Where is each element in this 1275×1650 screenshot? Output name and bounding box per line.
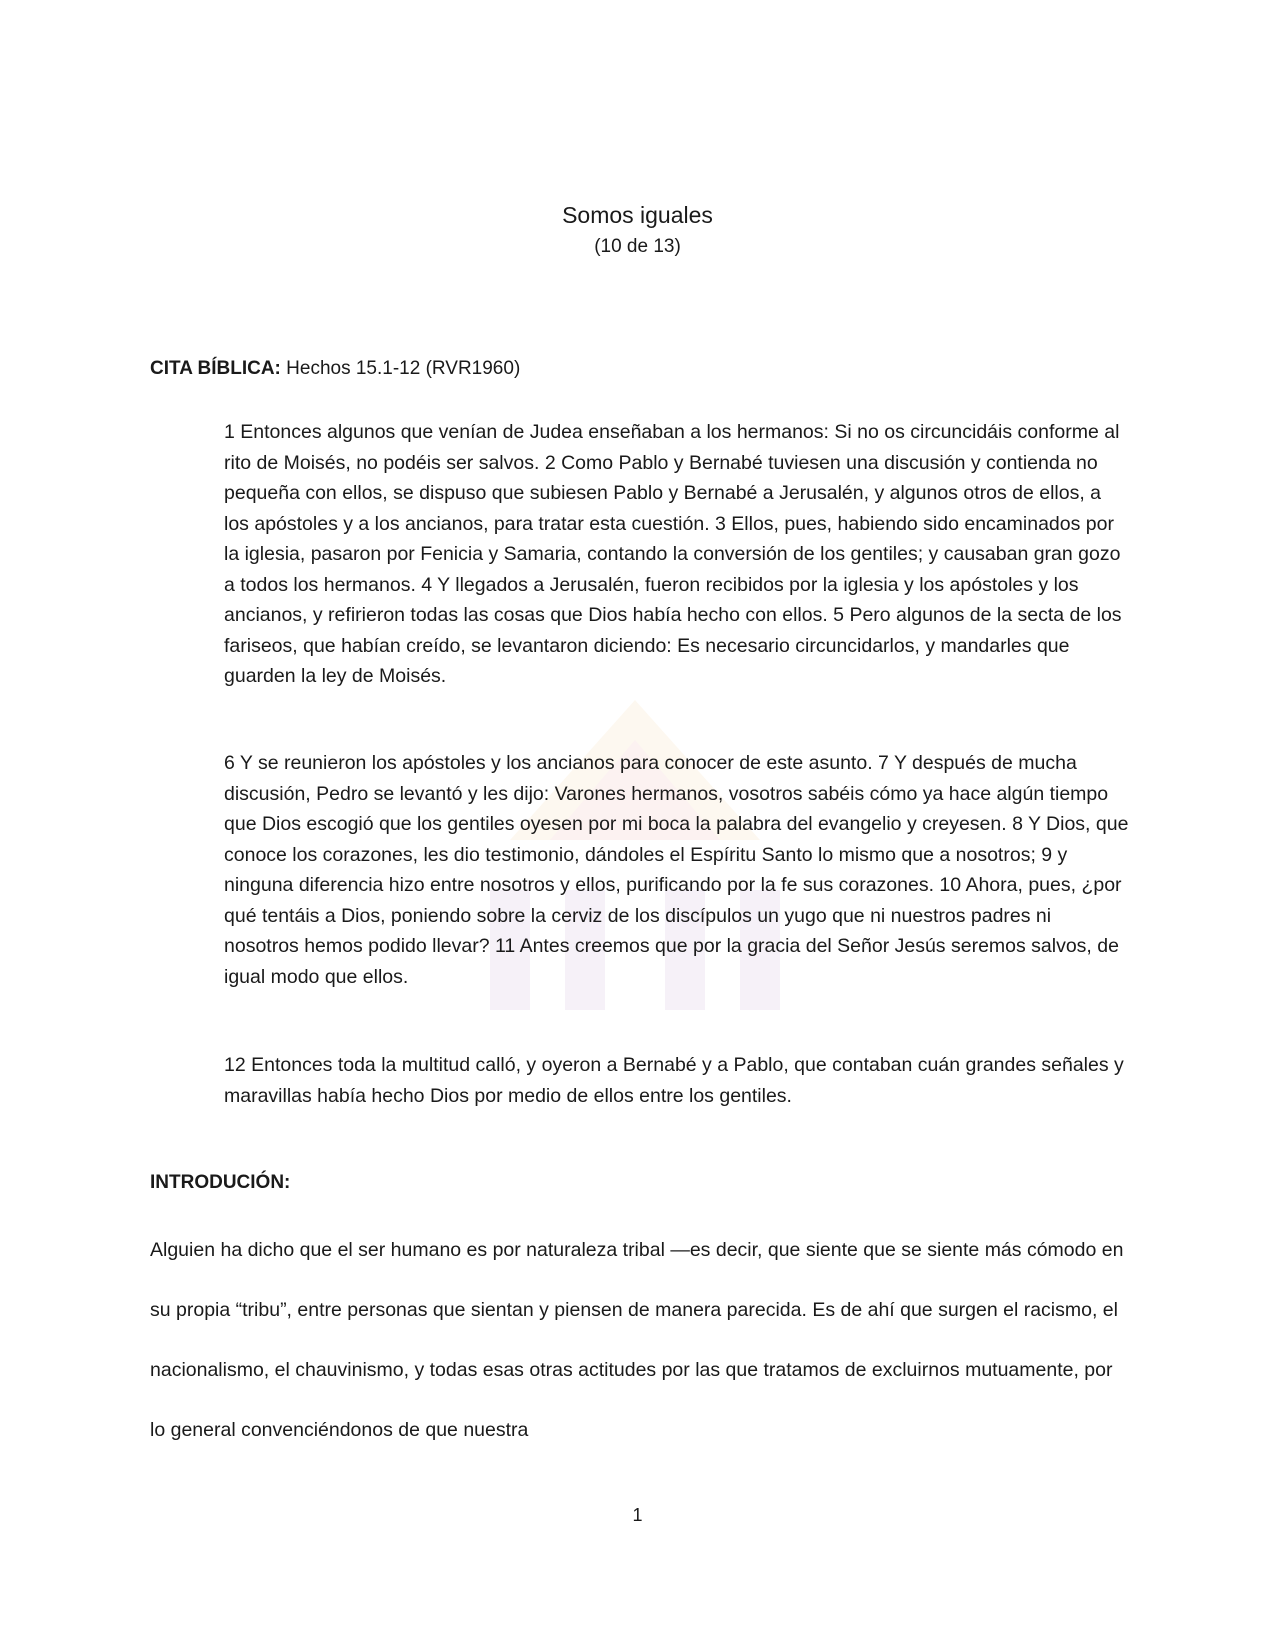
scripture-paragraph: 12 Entonces toda la multitud calló, y oyeron a Bernabé y a Pablo, que contaban cuán grandes señales y maravillas había hecho Dios por medio de ellos entre los gentiles. <box>224 1054 1124 1107</box>
introduction-heading: INTRODUCIÓN: <box>150 1172 291 1193</box>
scripture-paragraph: 6 Y se reunieron los apóstoles y los ancianos para conocer de este asunto. 7 Y después de mucha discusión, Pedro se levantó y les dijo: Varones hermanos, vosotros sabéis cómo ya hace algún tiempo que Dios escogió que los gentiles oyesen por mi boca la palabra del evangelio y creyesen. 8 Y Dios, que conoce los corazones, les dio testimonio, dándoles el Espíritu Santo lo mismo que a nosotros; 9 y ninguna diferencia hizo entre nosotros y ellos, purificando por la fe sus corazones. 10 Ahora, pues, ¿por qué tentáis a Dios, poniendo sobre la cerviz de los discípulos un yugo que ni nuestros padres ni nosotros hemos podido llevar? 11 Antes creemos que por la gracia del Señor Jesús seremos salvos, de igual modo que ellos. <box>224 752 1129 988</box>
page-number: 1 <box>632 1505 643 1525</box>
title-block <box>0 200 1275 260</box>
citation-reference: Hechos 15.1-12 (RVR1960) <box>286 358 521 379</box>
introduction-text: Alguien ha dicho que el ser humano es por naturaleza tribal —es decir, que siente que se siente más cómodo en su propia “tribu”, entre personas que sientan y piensen de manera parecida. Es de ahí que surgen el racismo, el nacionalismo, el chauvinismo, y todas esas otras actitudes por las que tratamos de excluirnos mutuamente, por lo general convenciéndonos de que nuestra <box>150 1239 1124 1441</box>
document-subtitle: (10 de 13) <box>594 236 681 257</box>
citation-label: CITA BÍBLICA: <box>150 358 281 379</box>
document-title: Somos iguales <box>562 202 713 228</box>
scripture-paragraph: 1 Entonces algunos que venían de Judea enseñaban a los hermanos: Si no os circuncidáis conforme al rito de Moisés, no podéis ser salvos. 2 Como Pablo y Bernabé tuviesen una discusión y contienda no pequeña con ellos, se dispuso que subiesen Pablo y Bernabé a Jerusalén, y algunos otros de ellos, a los apóstoles y a los ancianos, para tratar esta cuestión. 3 Ellos, pues, habiendo sido encaminados por la iglesia, pasaron por Fenicia y Samaria, contando la conversión de los gentiles; y causaban gran gozo a todos los hermanos. 4 Y llegados a Jerusalén, fueron recibidos por la iglesia y los apóstoles y los ancianos, y refirieron todas las cosas que Dios había hecho con ellos. 5 Pero algunos de la secta de los fariseos, que habían creído, se levantaron diciendo: Es necesario circuncidarlos, y mandarles que guarden la ley de Moisés. <box>224 421 1122 687</box>
bible-citation <box>150 356 520 382</box>
